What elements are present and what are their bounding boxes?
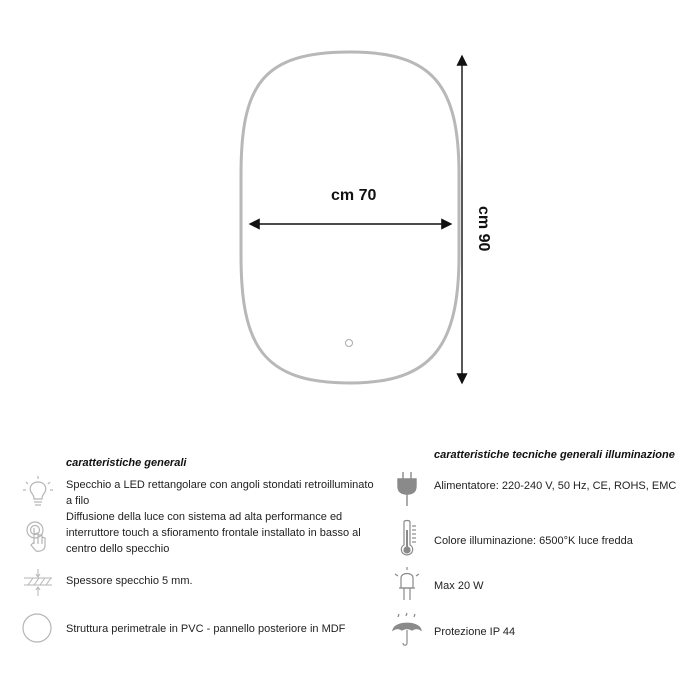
touch-hand-icon: [20, 518, 56, 554]
thickness-icon: [20, 568, 56, 598]
mirror-outline: [241, 52, 459, 383]
lighting-section-title: caratteristiche tecniche generali illuminazione: [434, 449, 675, 461]
lighting-item-1: Alimentatore: 220-240 V, 50 Hz, CE, ROHS, EMC: [434, 480, 677, 492]
circle-icon: [20, 611, 54, 645]
lighting-item-3: Max 20 W: [434, 580, 484, 592]
height-label: cm 90: [475, 206, 492, 252]
umbrella-rain-icon: [390, 612, 424, 650]
lightbulb-icon: [20, 474, 56, 510]
general-item-4: Struttura perimetrale in PVC - pannello posteriore in MDF: [66, 623, 346, 635]
led-icon: [392, 566, 422, 604]
general-item-3: Spessore specchio 5 mm.: [66, 575, 193, 587]
plug-icon: [392, 470, 422, 508]
thermometer-icon: [392, 518, 422, 560]
lighting-item-4: Protezione IP 44: [434, 626, 516, 638]
general-section-title: caratteristiche generali: [66, 457, 187, 469]
width-label: cm 70: [331, 187, 377, 204]
general-item-1: Specchio a LED rettangolare con angoli stondati retroilluminato a filo: [66, 479, 374, 507]
lighting-item-2: Colore illuminazione: 6500°K luce fredda: [434, 535, 633, 547]
general-item-2: Diffusione della luce con sistema ad alta performance ed interruttore touch a sfioramento frontale installato in basso al centro dello specchio: [66, 511, 361, 555]
touch-switch-icon: [346, 340, 353, 347]
